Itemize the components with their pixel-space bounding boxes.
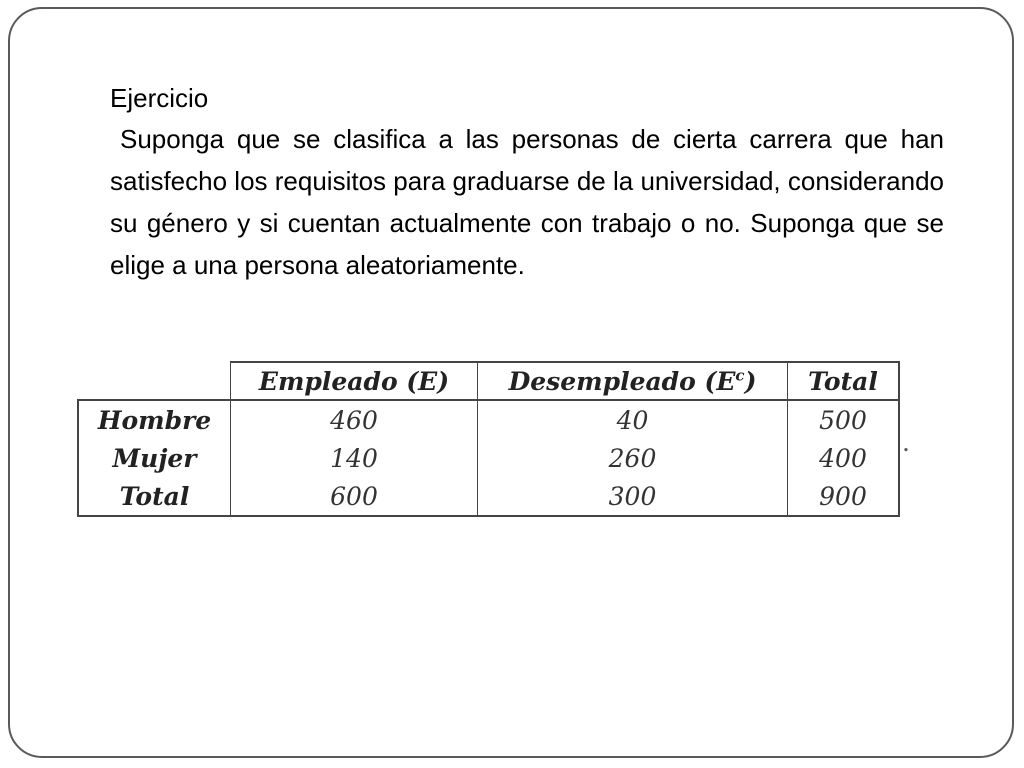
row-label-total: Total [78, 477, 231, 516]
header-unemployed-main: Desempleado (E [508, 366, 736, 396]
contingency-table [77, 361, 900, 517]
cell-total-total: 900 [788, 477, 900, 516]
exercise-statement: Suponga que se clasifica a las personas de cierta carrera que han satisfecho los requisitos para graduarse de la universidad, considerando su género y si cuentan actualmente con trabajo o no. Suponga que se elige a una persona aleatoriamente. [110, 124, 944, 280]
header-unemployed-close: ) [744, 366, 757, 396]
table-header-row [78, 362, 899, 400]
table-row [78, 439, 899, 477]
cell-total-employed: 600 [231, 477, 478, 516]
header-employed: Empleado (E) [231, 362, 478, 400]
cell-hombre-employed: 460 [231, 400, 478, 439]
table-row [78, 477, 899, 516]
cell-mujer-total: 400 [788, 439, 900, 477]
cell-hombre-unemployed: 40 [478, 400, 788, 439]
table-row [78, 400, 899, 439]
exercise-heading: Ejercicio [110, 83, 209, 113]
header-unemployed [478, 362, 788, 400]
row-label-mujer: Mujer [78, 439, 231, 477]
cell-total-unemployed: 300 [478, 477, 788, 516]
row-label-hombre: Hombre [78, 400, 231, 439]
cell-mujer-unemployed: 260 [478, 439, 788, 477]
cell-hombre-total: 500 [788, 400, 900, 439]
header-total: Total [788, 362, 900, 400]
trailing-period: . [902, 428, 910, 457]
corner-cell [78, 362, 231, 400]
header-unemployed-sup: c [735, 366, 745, 385]
cell-mujer-employed: 140 [231, 439, 478, 477]
